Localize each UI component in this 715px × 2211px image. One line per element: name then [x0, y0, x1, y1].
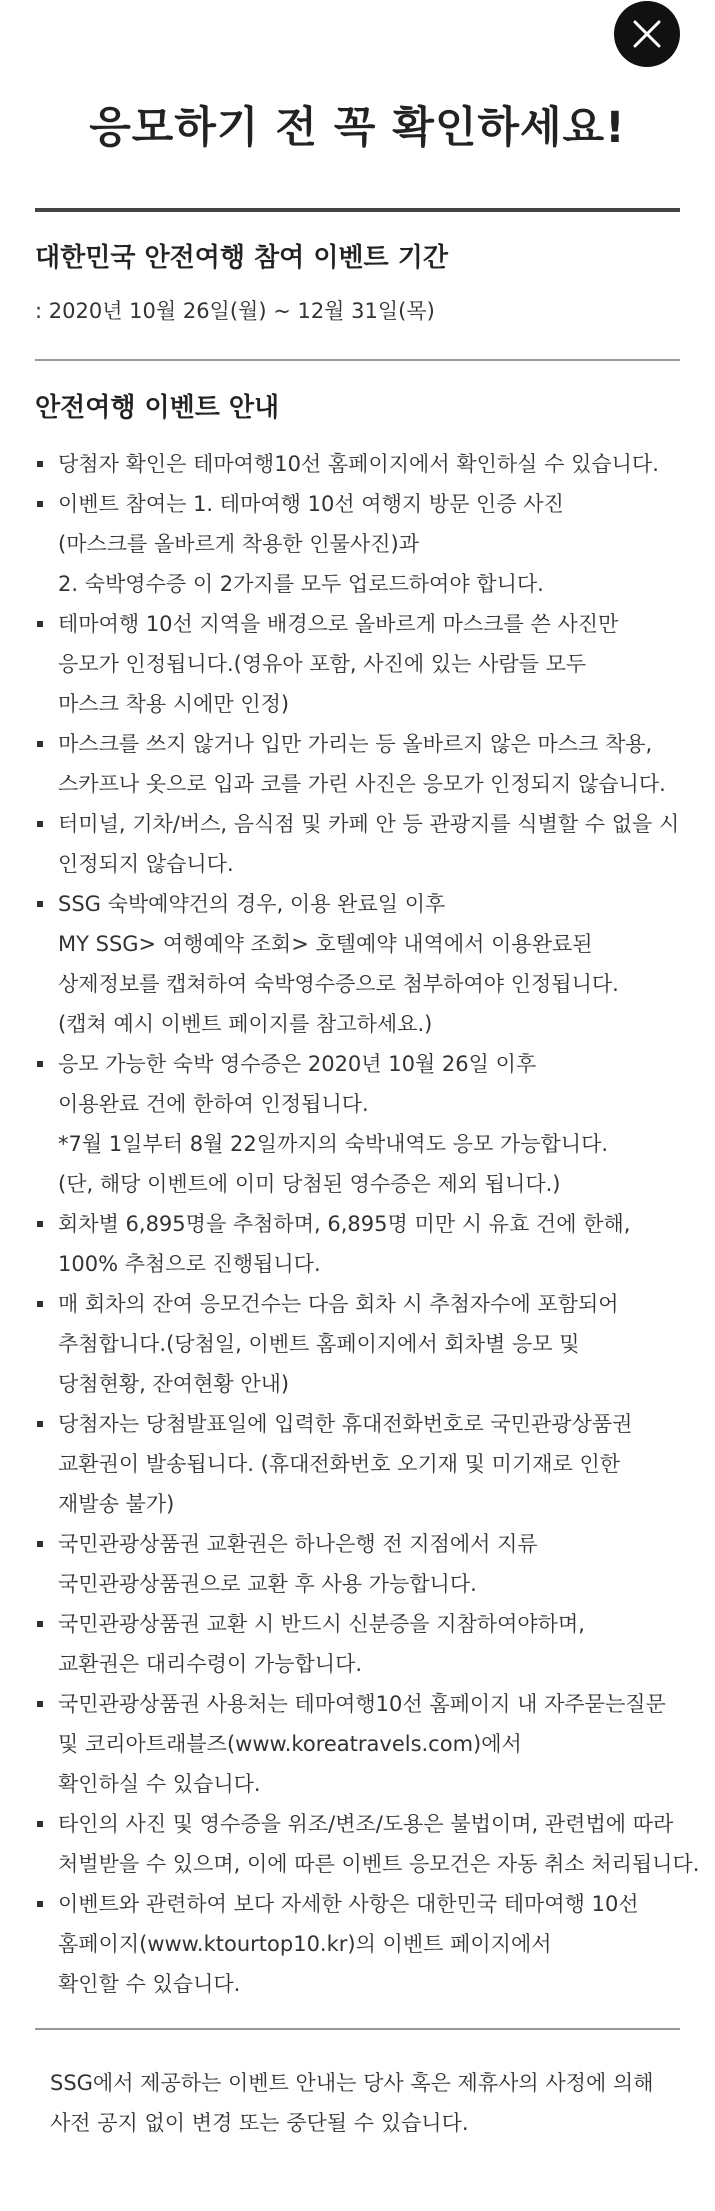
list-item-line: 처벌받을 수 있으며, 이에 따른 이벤트 응모건은 자동 취소 처리됩니다. [58, 1852, 700, 1876]
list-item [35, 1204, 695, 1284]
list-item-line: 확인하실 수 있습니다. [58, 1772, 261, 1796]
list-item-line: *7월 1일부터 8월 22일까지의 숙박내역도 응모 가능합니다. [58, 1132, 609, 1156]
list-item-line: 스카프나 옷으로 입과 코를 가린 사진은 응모가 인정되지 않습니다. [58, 772, 666, 796]
list-item-line: 마스크를 쓰지 않거나 입만 가리는 등 올바르지 않은 마스크 착용, [58, 732, 653, 756]
list-item-line: 이벤트와 관련하여 보다 자세한 사항은 대한민국 테마여행 10선 [58, 1892, 639, 1916]
list-item-line: 응모가 인정됩니다.(영유아 포함, 사진에 있는 사람들 모두 [58, 652, 587, 676]
list-item-line: 국민관광상품권으로 교환 후 사용 가능합니다. [58, 1572, 477, 1596]
list-item-line: 이벤트 참여는 1. 테마여행 10선 여행지 방문 인증 사진 [58, 492, 564, 516]
list-item-line: MY SSG> 여행예약 조회> 호텔예약 내역에서 이용완료된 [58, 932, 593, 956]
list-item-line: SSG 숙박예약건의 경우, 이용 완료일 이후 [58, 892, 446, 916]
list-item-line: 재발송 불가) [58, 1492, 175, 1516]
list-item-line: (캡쳐 예시 이벤트 페이지를 참고하세요.) [58, 1012, 433, 1036]
list-item-line: 국민관광상품권 교환권은 하나은행 전 지점에서 지류 [58, 1532, 538, 1556]
event-period-heading: 대한민국 안전여행 참여 이벤트 기간 [35, 243, 448, 273]
list-item-line: 매 회차의 잔여 응모건수는 다음 회차 시 추첨자수에 포함되어 [58, 1292, 619, 1316]
list-item-line: 추첨합니다.(당첨일, 이벤트 홈페이지에서 회차별 응모 및 [58, 1332, 580, 1356]
list-item-line: 당첨자 확인은 테마여행10선 홈페이지에서 확인하실 수 있습니다. [58, 452, 659, 476]
footer-notice [50, 2063, 690, 2143]
list-item-line: 홈페이지(www.ktourtop10.kr)의 이벤트 페이지에서 [58, 1932, 552, 1956]
list-item [35, 1604, 695, 1684]
page-title: 응모하기 전 꼭 확인하세요! [89, 103, 626, 153]
list-item-line: 마스크 착용 시에만 인정) [58, 692, 290, 716]
list-item-line: 상제정보를 캡쳐하여 숙박영수증으로 첨부하여야 인정됩니다. [58, 972, 619, 996]
footer-divider [35, 2028, 680, 2030]
list-item [35, 1884, 695, 2004]
list-item-line: 이용완료 건에 한하여 인정됩니다. [58, 1092, 369, 1116]
list-item-line: 테마여행 10선 지역을 배경으로 올바르게 마스크를 쓴 사진만 [58, 612, 619, 636]
list-item [35, 1404, 695, 1524]
list-item-line: 국민관광상품권 사용처는 테마여행10선 홈페이지 내 자주묻는질문 [58, 1692, 666, 1716]
list-item [35, 604, 695, 724]
list-item [35, 724, 695, 804]
list-item-line: 당첨현황, 잔여현황 안내) [58, 1372, 290, 1396]
list-item [35, 1804, 700, 1884]
close-button[interactable] [614, 1, 680, 67]
list-item-line: 100% 추첨으로 진행됩니다. [58, 1252, 321, 1276]
event-period-text: : 2020년 10월 26일(월) ~ 12월 31일(목) [35, 299, 435, 323]
list-item [35, 484, 695, 604]
close-icon [614, 1, 680, 67]
event-guide-heading: 안전여행 이벤트 안내 [35, 393, 280, 423]
list-item [35, 1284, 695, 1404]
title-divider [35, 208, 680, 212]
footer-line: 사전 공지 없이 변경 또는 중단될 수 있습니다. [50, 2111, 469, 2135]
list-item-line: 2. 숙박영수증 이 2가지를 모두 업로드하여야 합니다. [58, 572, 544, 596]
list-item [35, 1044, 695, 1204]
list-item-line: 교환권은 대리수령이 가능합니다. [58, 1652, 363, 1676]
list-item-line: (단, 해당 이벤트에 이미 당첨된 영수증은 제외 됩니다.) [58, 1172, 561, 1196]
event-guide-list [35, 444, 700, 2004]
list-item [35, 804, 695, 884]
list-item [35, 1684, 695, 1804]
list-item [35, 884, 695, 1044]
list-item-line: 터미널, 기차/버스, 음식점 및 카페 안 등 관광지를 식별할 수 없을 시 [58, 812, 680, 836]
list-item [35, 1524, 695, 1604]
list-item-line: 당첨자는 당첨발표일에 입력한 휴대전화번호로 국민관광상품권 [58, 1412, 633, 1436]
list-item-line: 타인의 사진 및 영수증을 위조/변조/도용은 불법이며, 관련법에 따라 [58, 1812, 674, 1836]
list-item-line: (마스크를 올바르게 착용한 인물사진)과 [58, 532, 419, 556]
list-item-line: 교환권이 발송됩니다. (휴대전화번호 오기재 및 미기재로 인한 [58, 1452, 621, 1476]
list-item-line: 및 코리아트래블즈(www.koreatravels.com)에서 [58, 1732, 522, 1756]
list-item-line: 국민관광상품권 교환 시 반드시 신분증을 지참하여야하며, [58, 1612, 585, 1636]
footer-line: SSG에서 제공하는 이벤트 안내는 당사 혹은 제휴사의 사정에 의해 [50, 2071, 654, 2095]
list-item-line: 확인할 수 있습니다. [58, 1972, 241, 1996]
list-item-line: 인정되지 않습니다. [58, 852, 234, 876]
list-item-line: 응모 가능한 숙박 영수증은 2020년 10월 26일 이후 [58, 1052, 537, 1076]
list-item [35, 444, 695, 484]
section-divider [35, 359, 680, 361]
list-item-line: 회차별 6,895명을 추첨하며, 6,895명 미만 시 유효 건에 한해, [58, 1212, 631, 1236]
